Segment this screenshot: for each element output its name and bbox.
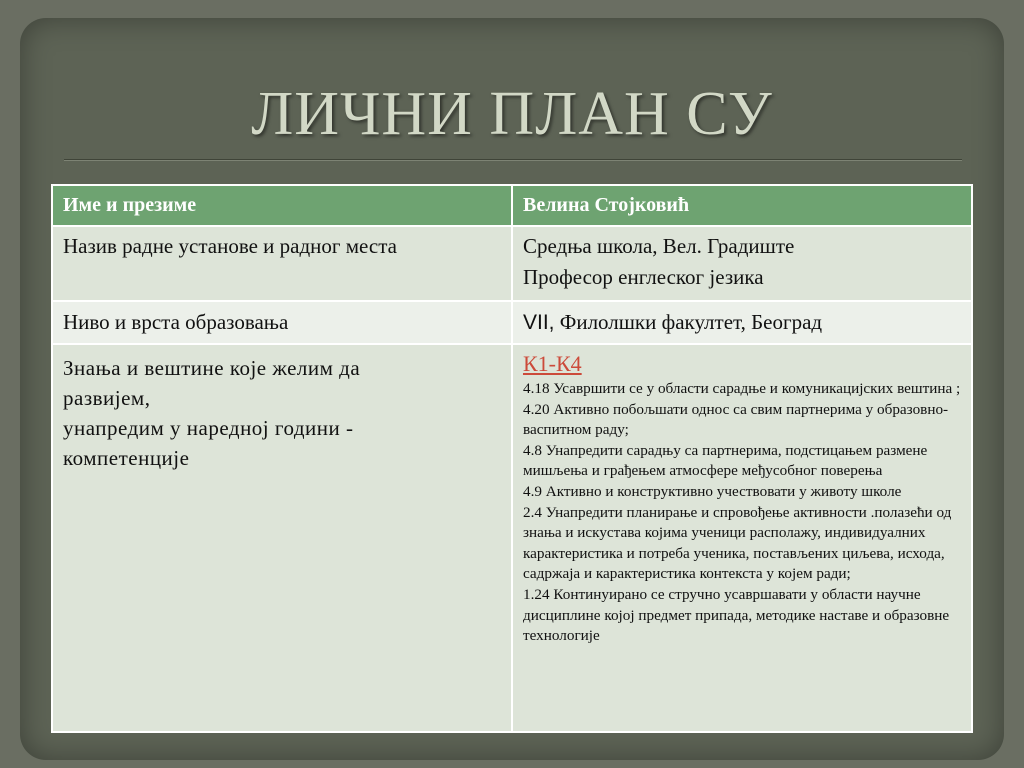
title-divider xyxy=(64,159,962,161)
education-institution: Филолшки факултет, Београд xyxy=(554,310,823,334)
list-item: 4.20 Активно побољшати однос са свим партнерима у образовно- васпитном раду; xyxy=(522,400,949,439)
table-row-skills xyxy=(52,344,972,732)
workplace-label: Назив радне установе и радног места xyxy=(52,226,512,301)
table-header-row xyxy=(52,185,972,226)
skills-label-line: компетенције xyxy=(63,446,190,470)
list-item: 4.9 Активно и конструктивно учествовати у животу школе xyxy=(522,482,902,500)
education-value xyxy=(512,301,972,344)
education-label: Ниво и врста образовања xyxy=(52,301,512,344)
skills-label-line: унапредим у наредној години - xyxy=(63,416,354,440)
table-row-workplace xyxy=(52,226,972,301)
competency-link[interactable]: К1-К4 xyxy=(522,351,582,376)
header-name-value: Велина Стојковић xyxy=(512,185,972,226)
personal-plan-table xyxy=(51,184,973,733)
list-item: 4.8 Унапредити сарадњу са партнерима, подстицањем размене мишљења и грађењем атмосфере међусобног поверења xyxy=(522,441,928,480)
workplace-school: Средња школа, Вел. Градиште xyxy=(522,234,795,258)
table-row-education xyxy=(52,301,972,344)
list-item: 4.18 Усавршити се у области сарадње и комуникацијских вештина ; xyxy=(522,380,961,397)
list-item: 1.24 Континуирано се стручно усавршавати у области научне дисциплине којој предмет припада, методике наставе и образовне технологије xyxy=(522,585,950,645)
skills-label-line: Знања и вештине које желим да xyxy=(63,356,361,380)
skills-label xyxy=(52,344,512,732)
workplace-value xyxy=(512,226,972,301)
slide-title: ЛИЧНИ ПЛАН СУ xyxy=(251,80,773,148)
skills-value xyxy=(512,344,972,732)
skills-label-line: развијем, xyxy=(63,386,151,410)
list-item: 2.4 Унапредити планирање и спровођење активности .полазећи од знања и искустава којима ученици располажу, индивидуалних карактеристика и потреба ученика, постављених циљева, исхода, садржаја и карактеристика контекста у којем ради; xyxy=(522,503,952,583)
workplace-position: Професор енглеског језика xyxy=(522,265,764,289)
header-name-label: Име и презиме xyxy=(52,185,512,226)
competency-list xyxy=(523,379,961,647)
education-level: VII, xyxy=(522,311,555,334)
